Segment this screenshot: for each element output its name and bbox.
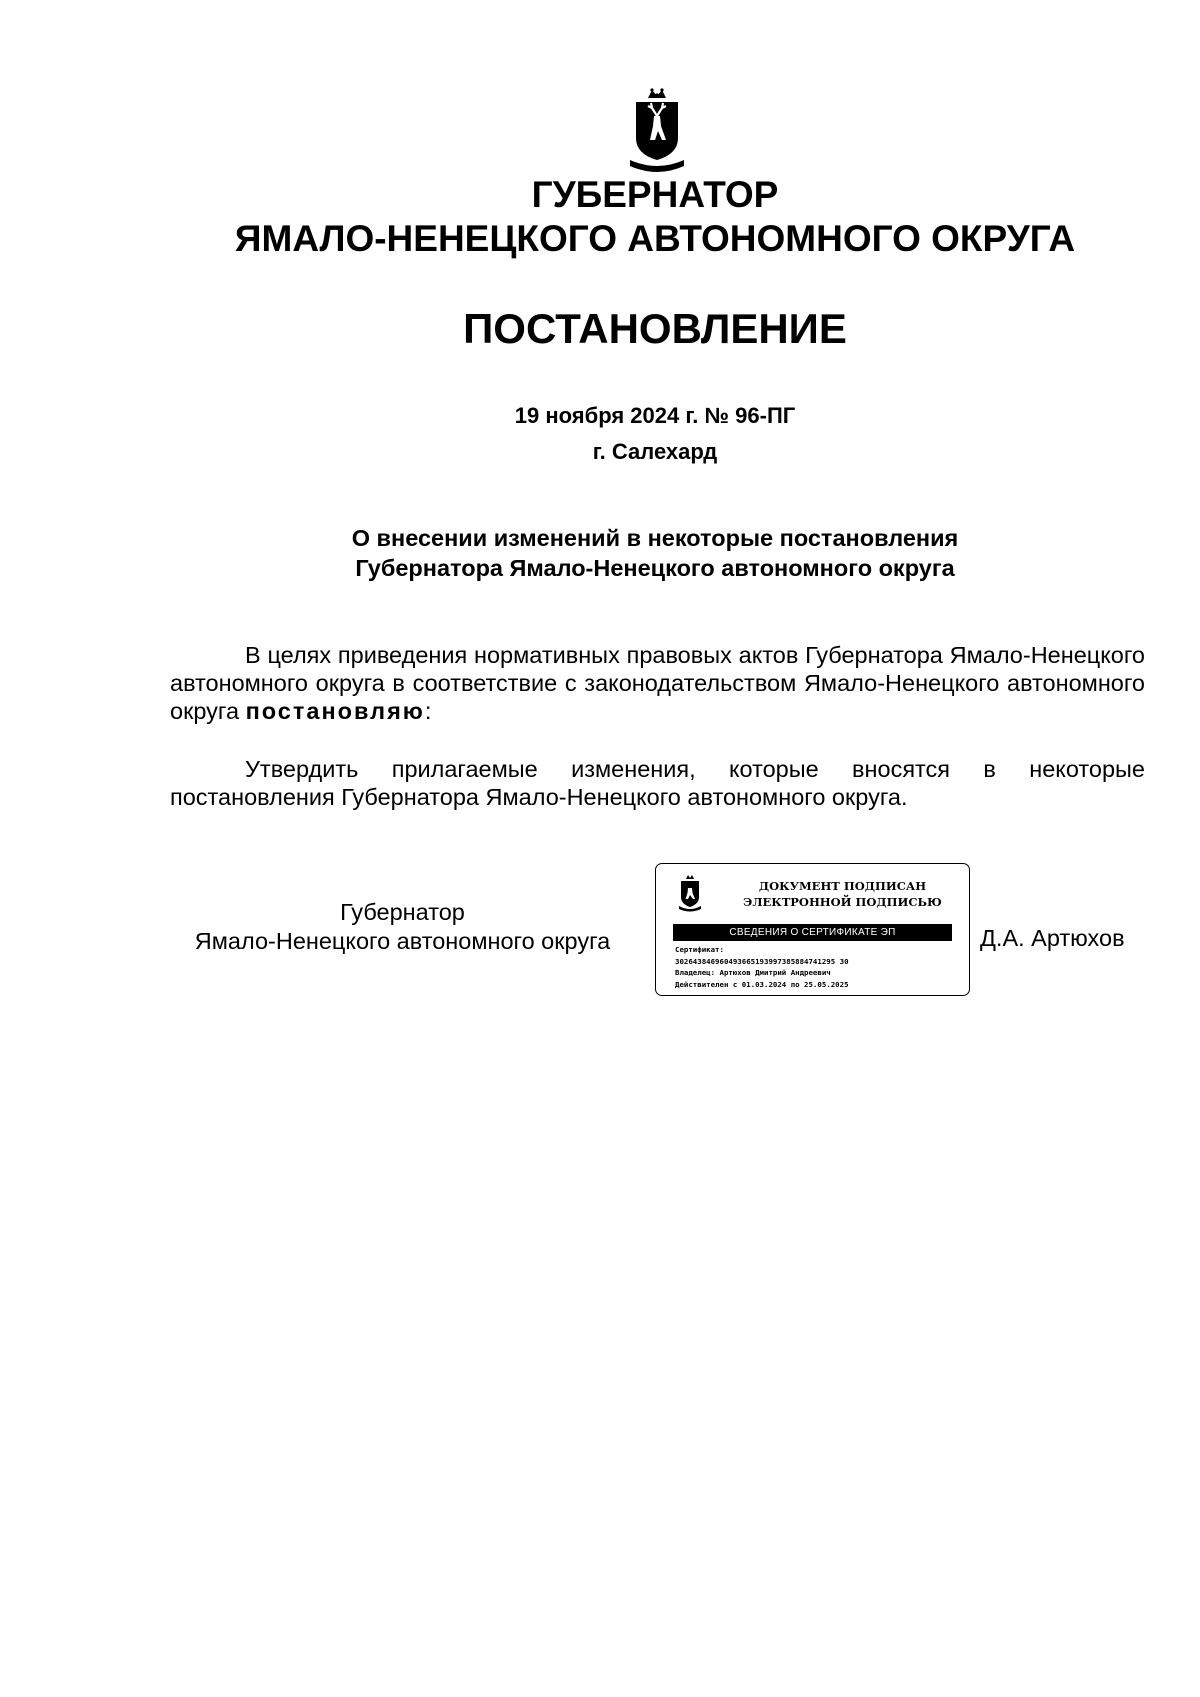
certificate-label: Сертификат: (675, 945, 724, 954)
certificate-details (675, 944, 849, 990)
certificate-owner: Владелец: Артюхов Дмитрий Андреевич (675, 968, 831, 977)
signatory-region: Ямало-Ненецкого автономного округа (194, 928, 611, 954)
signatory-title: Губернатор (340, 899, 465, 925)
document-city: г. Салехард (592, 439, 718, 464)
body-paragraph-1 (170, 641, 1145, 725)
document-date-number: 19 ноября 2024 г. № 96-ПГ (514, 403, 796, 428)
paragraph-1-text: В целях приведения нормативных правовых актов Губернатора Ямало-Ненецкого автономного округа в соответствие с законодательством Ямало-Ненецкого автономного округа (170, 642, 1145, 724)
body-paragraph-2: Утвердить прилагаемые изменения, которые вносятся в некоторые постановления Губернатора Ямало-Ненецкого автономного округа. (170, 756, 1145, 810)
subject-line-1: О внесении изменений в некоторые постановления (351, 525, 959, 551)
signatory-name: Д.А. Артюхов (980, 925, 1125, 951)
resolution-keyword: постановляю (245, 698, 425, 724)
organization-region: ЯМАЛО-НЕНЕЦКОГО АВТОНОМНОГО ОКРУГА (234, 218, 1076, 259)
stamp-title-line-1: ДОКУМЕНТ ПОДПИСАН (758, 879, 927, 893)
signatory-position (160, 898, 645, 956)
electronic-signature-stamp (655, 863, 970, 996)
document-type: ПОСТАНОВЛЕНИЕ (463, 305, 847, 352)
stamp-emblem-icon (678, 874, 702, 912)
stamp-title (720, 878, 965, 910)
certificate-info-bar: СВЕДЕНИЯ О СЕРТИФИКАТЕ ЭП (673, 924, 952, 941)
coat-of-arms-icon (628, 86, 686, 176)
subject-line-2: Губернатора Ямало-Ненецкого автономного округа (355, 555, 955, 581)
certificate-validity: Действителен с 01.03.2024 по 25.05.2025 (675, 979, 849, 989)
organization-title: ГУБЕРНАТОР (531, 174, 779, 215)
certificate-id: 302643846960493665193997385884741295 30 (675, 956, 849, 966)
paragraph-1-end: : (424, 698, 432, 724)
document-subject (290, 523, 1020, 583)
stamp-title-line-2: ЭЛЕКТРОННОЙ ПОДПИСЬЮ (743, 895, 942, 909)
